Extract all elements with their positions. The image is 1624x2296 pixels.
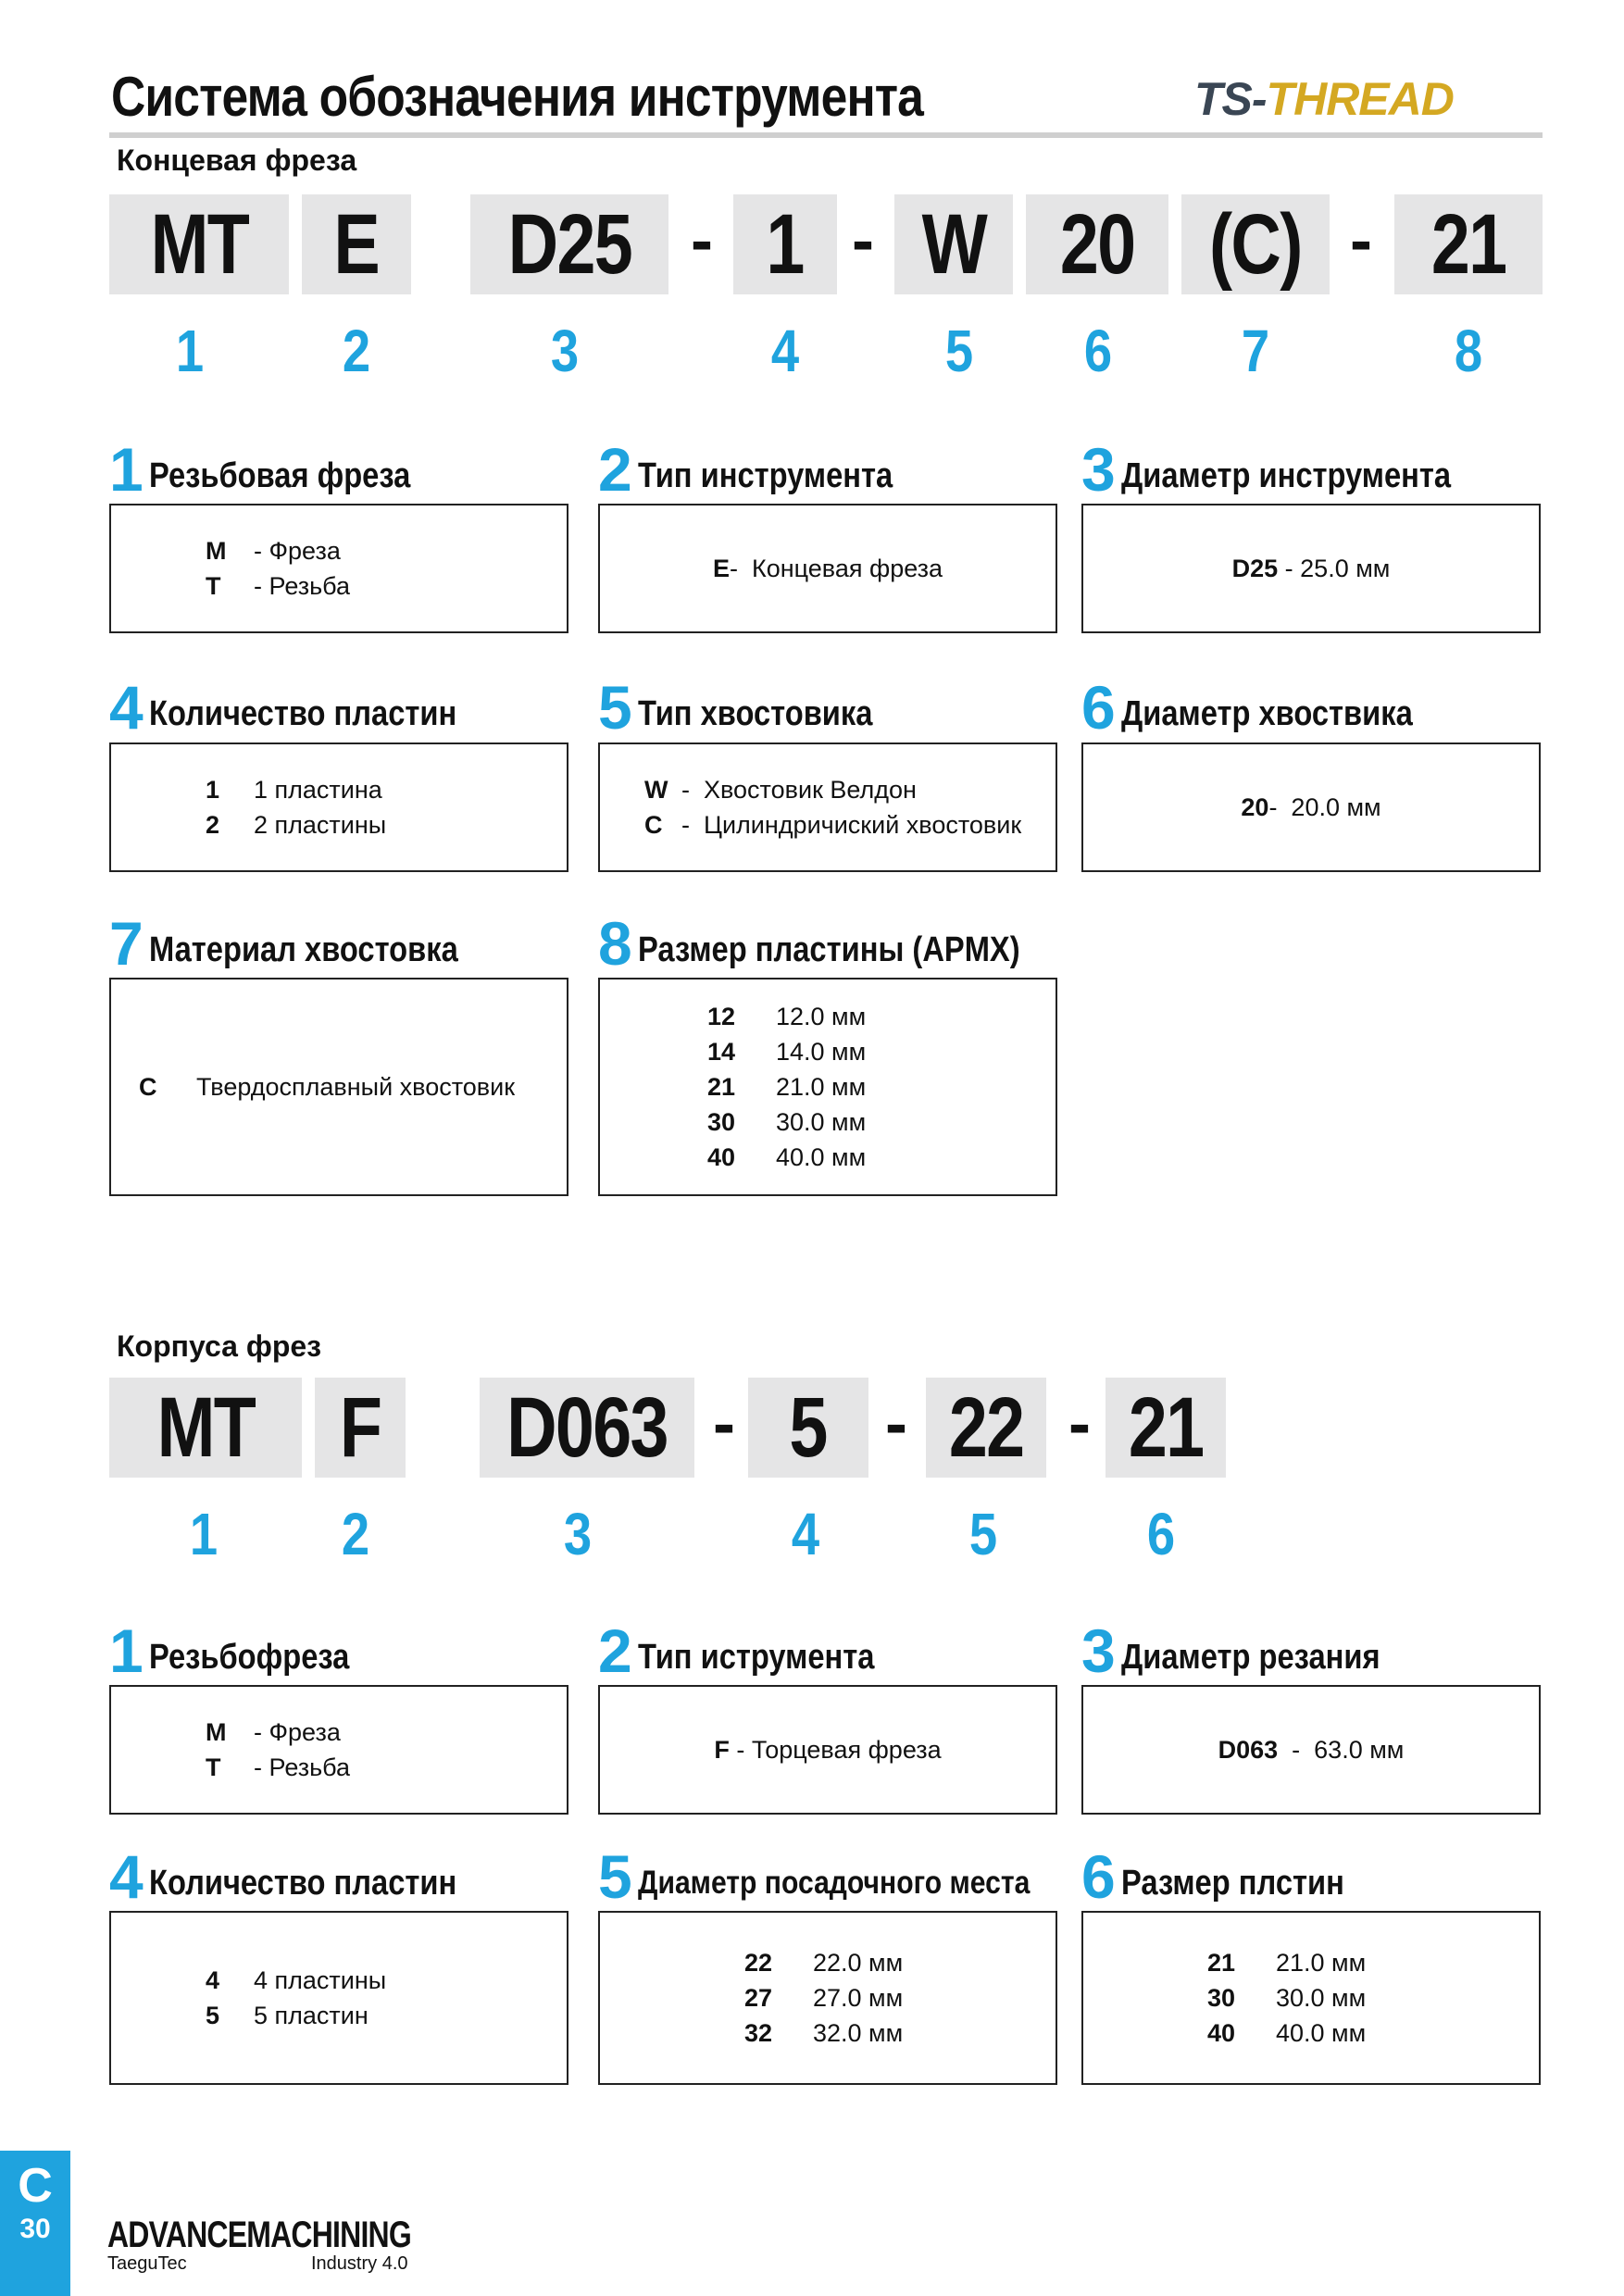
title-divider [109,132,1543,138]
section-label-milling-bodies: Корпуса фрез [117,1329,322,1363]
position-number: 4 [770,318,800,384]
position-number: 1 [189,1501,219,1567]
box-insert-size: 21 21.0 мм 30 30.0 мм 40 40.0 мм [1081,1911,1541,2085]
position-number: 5 [968,1501,998,1567]
position-number: 2 [341,1501,370,1567]
box-insert-count: 4 4 пластины 5 5 пластин [109,1911,568,2085]
code-segment-shank-diameter: 20 [1026,194,1168,294]
page-number: 30 [19,2214,51,2244]
box-bore-diameter: 22 22.0 мм 27 27.0 мм 32 32.0 мм [598,1911,1057,2085]
section-tab [0,2151,70,2296]
position-number: 5 [944,318,974,384]
code-dash: - [1350,204,1372,278]
code-dash: - [885,1387,907,1461]
position-number: 7 [1241,318,1270,384]
box-heading: 3 Диаметр резания [1081,1616,1380,1685]
box-tool-type: E - Концевая фреза [598,504,1057,633]
box-heading: 1 Резьбофреза [109,1616,350,1685]
code-segment-shank-type: W [894,194,1013,294]
code-dash: - [852,204,874,278]
box-heading: 3 Диаметр инструмента [1081,435,1451,504]
box-heading: 6 Диаметр хвоствика [1081,673,1413,742]
box-tool-diameter: D25 - 25.0 мм [1081,504,1541,633]
box-shank-diameter: 20 - 20.0 мм [1081,742,1541,872]
box-thread-mill: M - Фреза T - Резьба [109,504,568,633]
code-dash: - [1068,1387,1091,1461]
box-heading: 5 Тип хвостовика [598,673,873,742]
advance-machining-logo: ADVANCEMACHINING TaeguTec Industry 4.0 [107,2215,411,2274]
box-shank-material: C Твердосплавный хвостовик [109,978,568,1196]
section-label-end-mill: Концевая фреза [117,144,357,177]
box-heading: 6 Размер плстин [1081,1842,1344,1911]
page-title: Система обозначения инструмента [111,66,923,128]
position-number: 2 [342,318,371,384]
section-letter: C [18,2159,53,2213]
box-heading: 7 Материал хвостовка [109,909,458,978]
code-segment-diameter: D063 [480,1378,694,1478]
code-segment-inserts: 1 [733,194,837,294]
box-heading: 2 Тип иструмента [598,1616,875,1685]
code-segment-mt: MT [109,194,289,294]
code-segment-insert-size: 21 [1106,1378,1226,1478]
box-tool-type: F - Торцевая фреза [598,1685,1057,1815]
box-cutting-diameter: D063 - 63.0 мм [1081,1685,1541,1815]
code-segment-bore: 22 [926,1378,1046,1478]
code-segment-insert-size: 21 [1394,194,1543,294]
position-number: 4 [791,1501,820,1567]
code-segment-type: E [302,194,411,294]
box-heading: 4 Количество пластин [109,673,456,742]
code-segment-mt: MT [109,1378,302,1478]
box-heading: 5 Диаметр посадочного места [598,1842,1031,1911]
code-segment-type: F [315,1378,406,1478]
position-number: 1 [175,318,205,384]
box-heading: 4 Количество пластин [109,1842,456,1911]
box-thread-mill: M - Фреза T - Резьба [109,1685,568,1815]
position-number: 3 [550,318,580,384]
box-heading: 2 Тип инструмента [598,435,893,504]
code-dash: - [691,204,713,278]
code-dash: - [713,1387,735,1461]
box-heading: 8 Размер пластины (APMX) [598,909,1020,978]
position-number: 3 [563,1501,593,1567]
ts-thread-logo: TS-THREAD [1194,73,1454,125]
box-insert-count: 1 1 пластина 2 2 пластины [109,742,568,872]
position-number: 8 [1454,318,1483,384]
box-heading: 1 Резьбовая фреза [109,435,411,504]
code-segment-diameter: D25 [470,194,668,294]
box-insert-size: 12 12.0 мм 14 14.0 мм 21 21.0 мм 30 30.0 мм 40 40.0 мм [598,978,1057,1196]
code-segment-shank-material: (C) [1181,194,1330,294]
position-number: 6 [1146,1501,1176,1567]
code-segment-inserts: 5 [748,1378,868,1478]
box-shank-type: W - Хвостовик Велдон C - Цилиндричиский хвостовик [598,742,1057,872]
position-number: 6 [1083,318,1113,384]
